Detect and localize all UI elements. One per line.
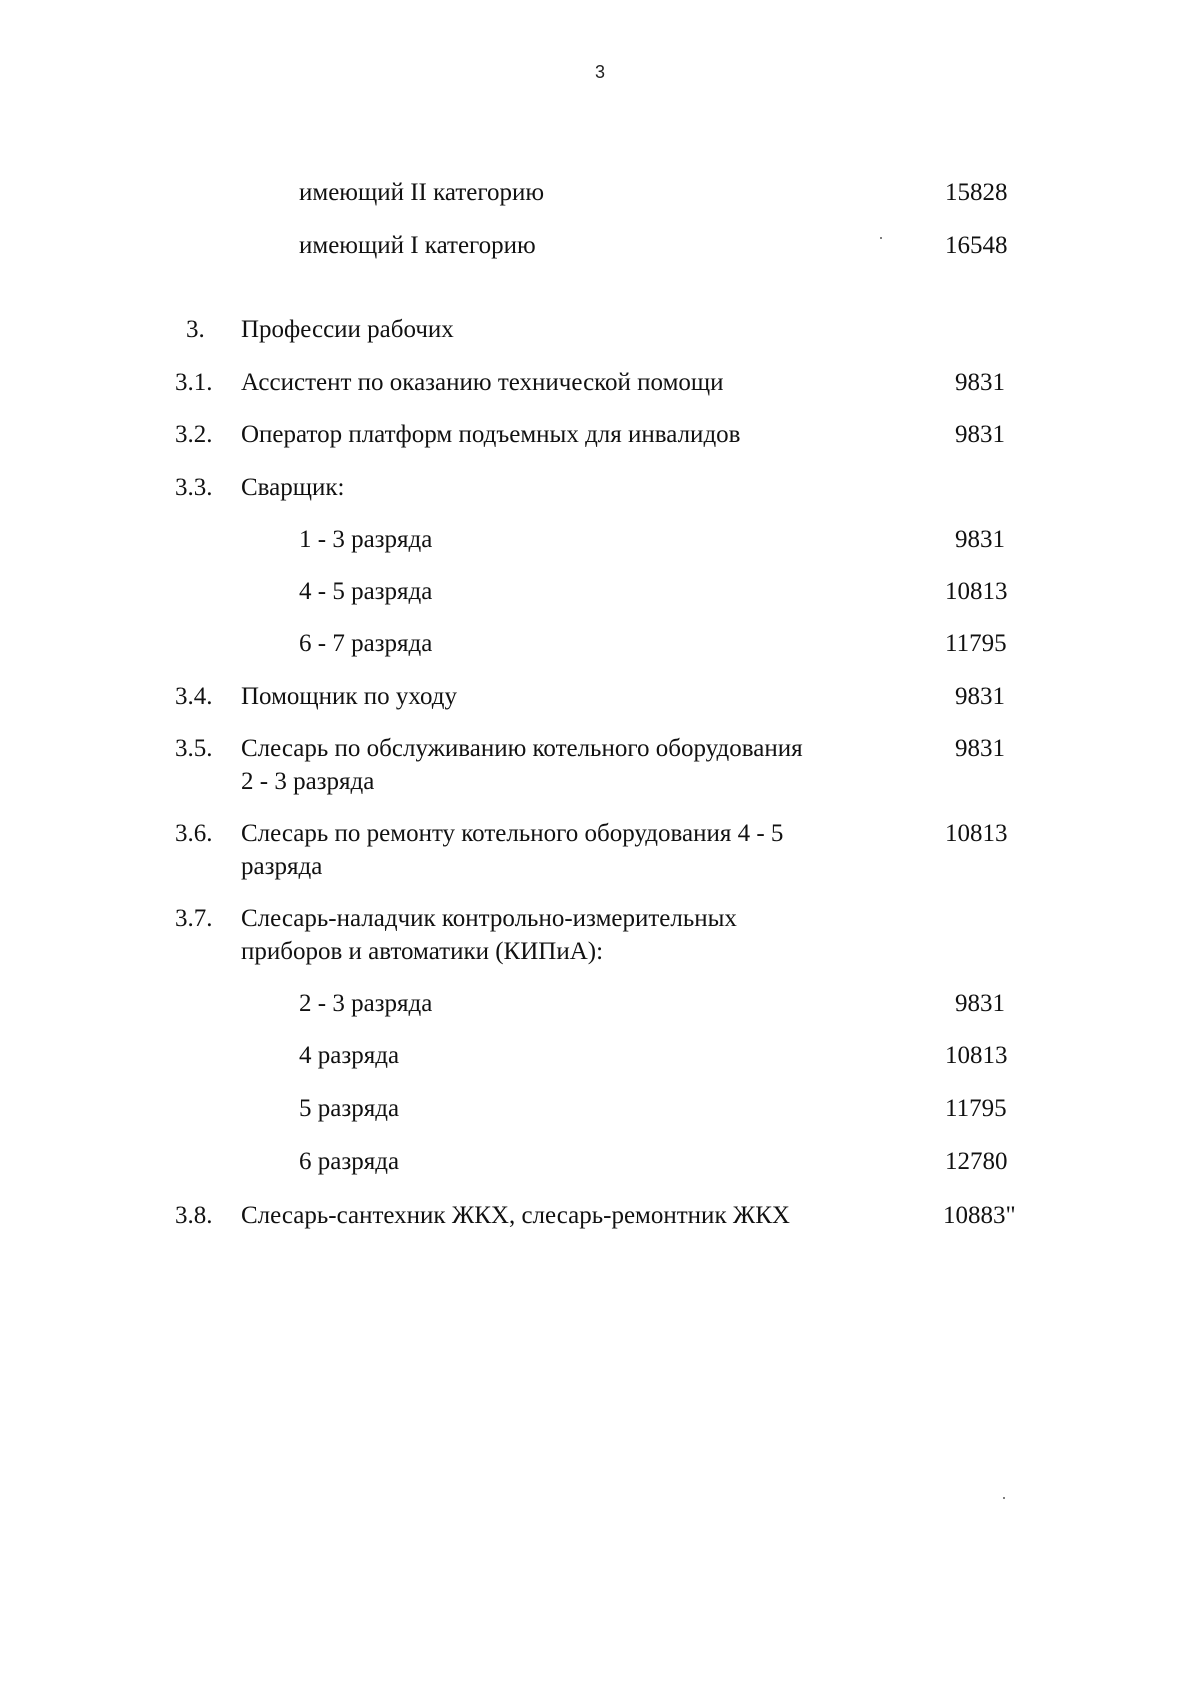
item-label: Помощник по уходу — [241, 683, 457, 710]
item-label: имеющий II категорию — [299, 179, 545, 206]
item-label: Сварщик: — [241, 474, 345, 501]
item-label: 1 - 3 разряда — [299, 526, 433, 553]
item-label: Профессии рабочих — [241, 316, 454, 343]
item-value: 12780 — [945, 1148, 1008, 1175]
page-number: 3 — [594, 62, 605, 82]
item-value: 10883" — [943, 1202, 1016, 1229]
item-label: Слесарь по обслуживанию котельного оборудования 2 - 3 разряда — [241, 735, 803, 795]
item-label: Ассистент по оказанию технической помощи — [241, 369, 724, 396]
item-label: 4 разряда — [299, 1042, 400, 1069]
item-number: 3.5. — [175, 735, 213, 762]
item-label: 6 разряда — [299, 1148, 400, 1175]
item-label: Оператор платформ подъемных для инвалидов — [241, 421, 741, 448]
item-value: 9831 — [955, 735, 1005, 762]
item-value: 10813 — [945, 820, 1008, 847]
item-label: Слесарь по ремонту котельного оборудования 4 - 5 разряда — [241, 820, 784, 880]
item-number: 3. — [186, 316, 205, 343]
item-label: Слесарь-сантехник ЖКХ, слесарь-ремонтник ЖКХ — [241, 1202, 790, 1229]
item-number: 3.2. — [175, 421, 213, 448]
item-label: Слесарь-наладчик контрольно-измерительных приборов и автоматики (КИПиА): — [241, 905, 737, 965]
item-value: 9831 — [955, 369, 1005, 396]
item-label: 4 - 5 разряда — [299, 578, 433, 605]
item-value: 15828 — [945, 179, 1008, 206]
item-value: 11795 — [945, 1095, 1007, 1122]
item-number: 3.3. — [175, 474, 213, 501]
item-number: 3.4. — [175, 683, 213, 710]
item-label: 6 - 7 разряда — [299, 630, 433, 657]
scan-speck — [880, 237, 882, 239]
item-label: 2 - 3 разряда — [299, 990, 433, 1017]
item-value: 9831 — [955, 990, 1005, 1017]
item-number: 3.8. — [175, 1202, 213, 1229]
item-value: 9831 — [955, 683, 1005, 710]
item-value: 10813 — [945, 1042, 1008, 1069]
item-value: 10813 — [945, 578, 1008, 605]
item-value: 9831 — [955, 526, 1005, 553]
item-number: 3.7. — [175, 905, 213, 932]
item-number: 3.6. — [175, 820, 213, 847]
item-label: имеющий I категорию — [299, 232, 536, 259]
item-value: 16548 — [945, 232, 1008, 259]
scan-speck — [1003, 1497, 1005, 1499]
item-value: 11795 — [945, 630, 1007, 657]
item-number: 3.1. — [175, 369, 213, 396]
item-label: 5 разряда — [299, 1095, 400, 1122]
item-value: 9831 — [955, 421, 1005, 448]
